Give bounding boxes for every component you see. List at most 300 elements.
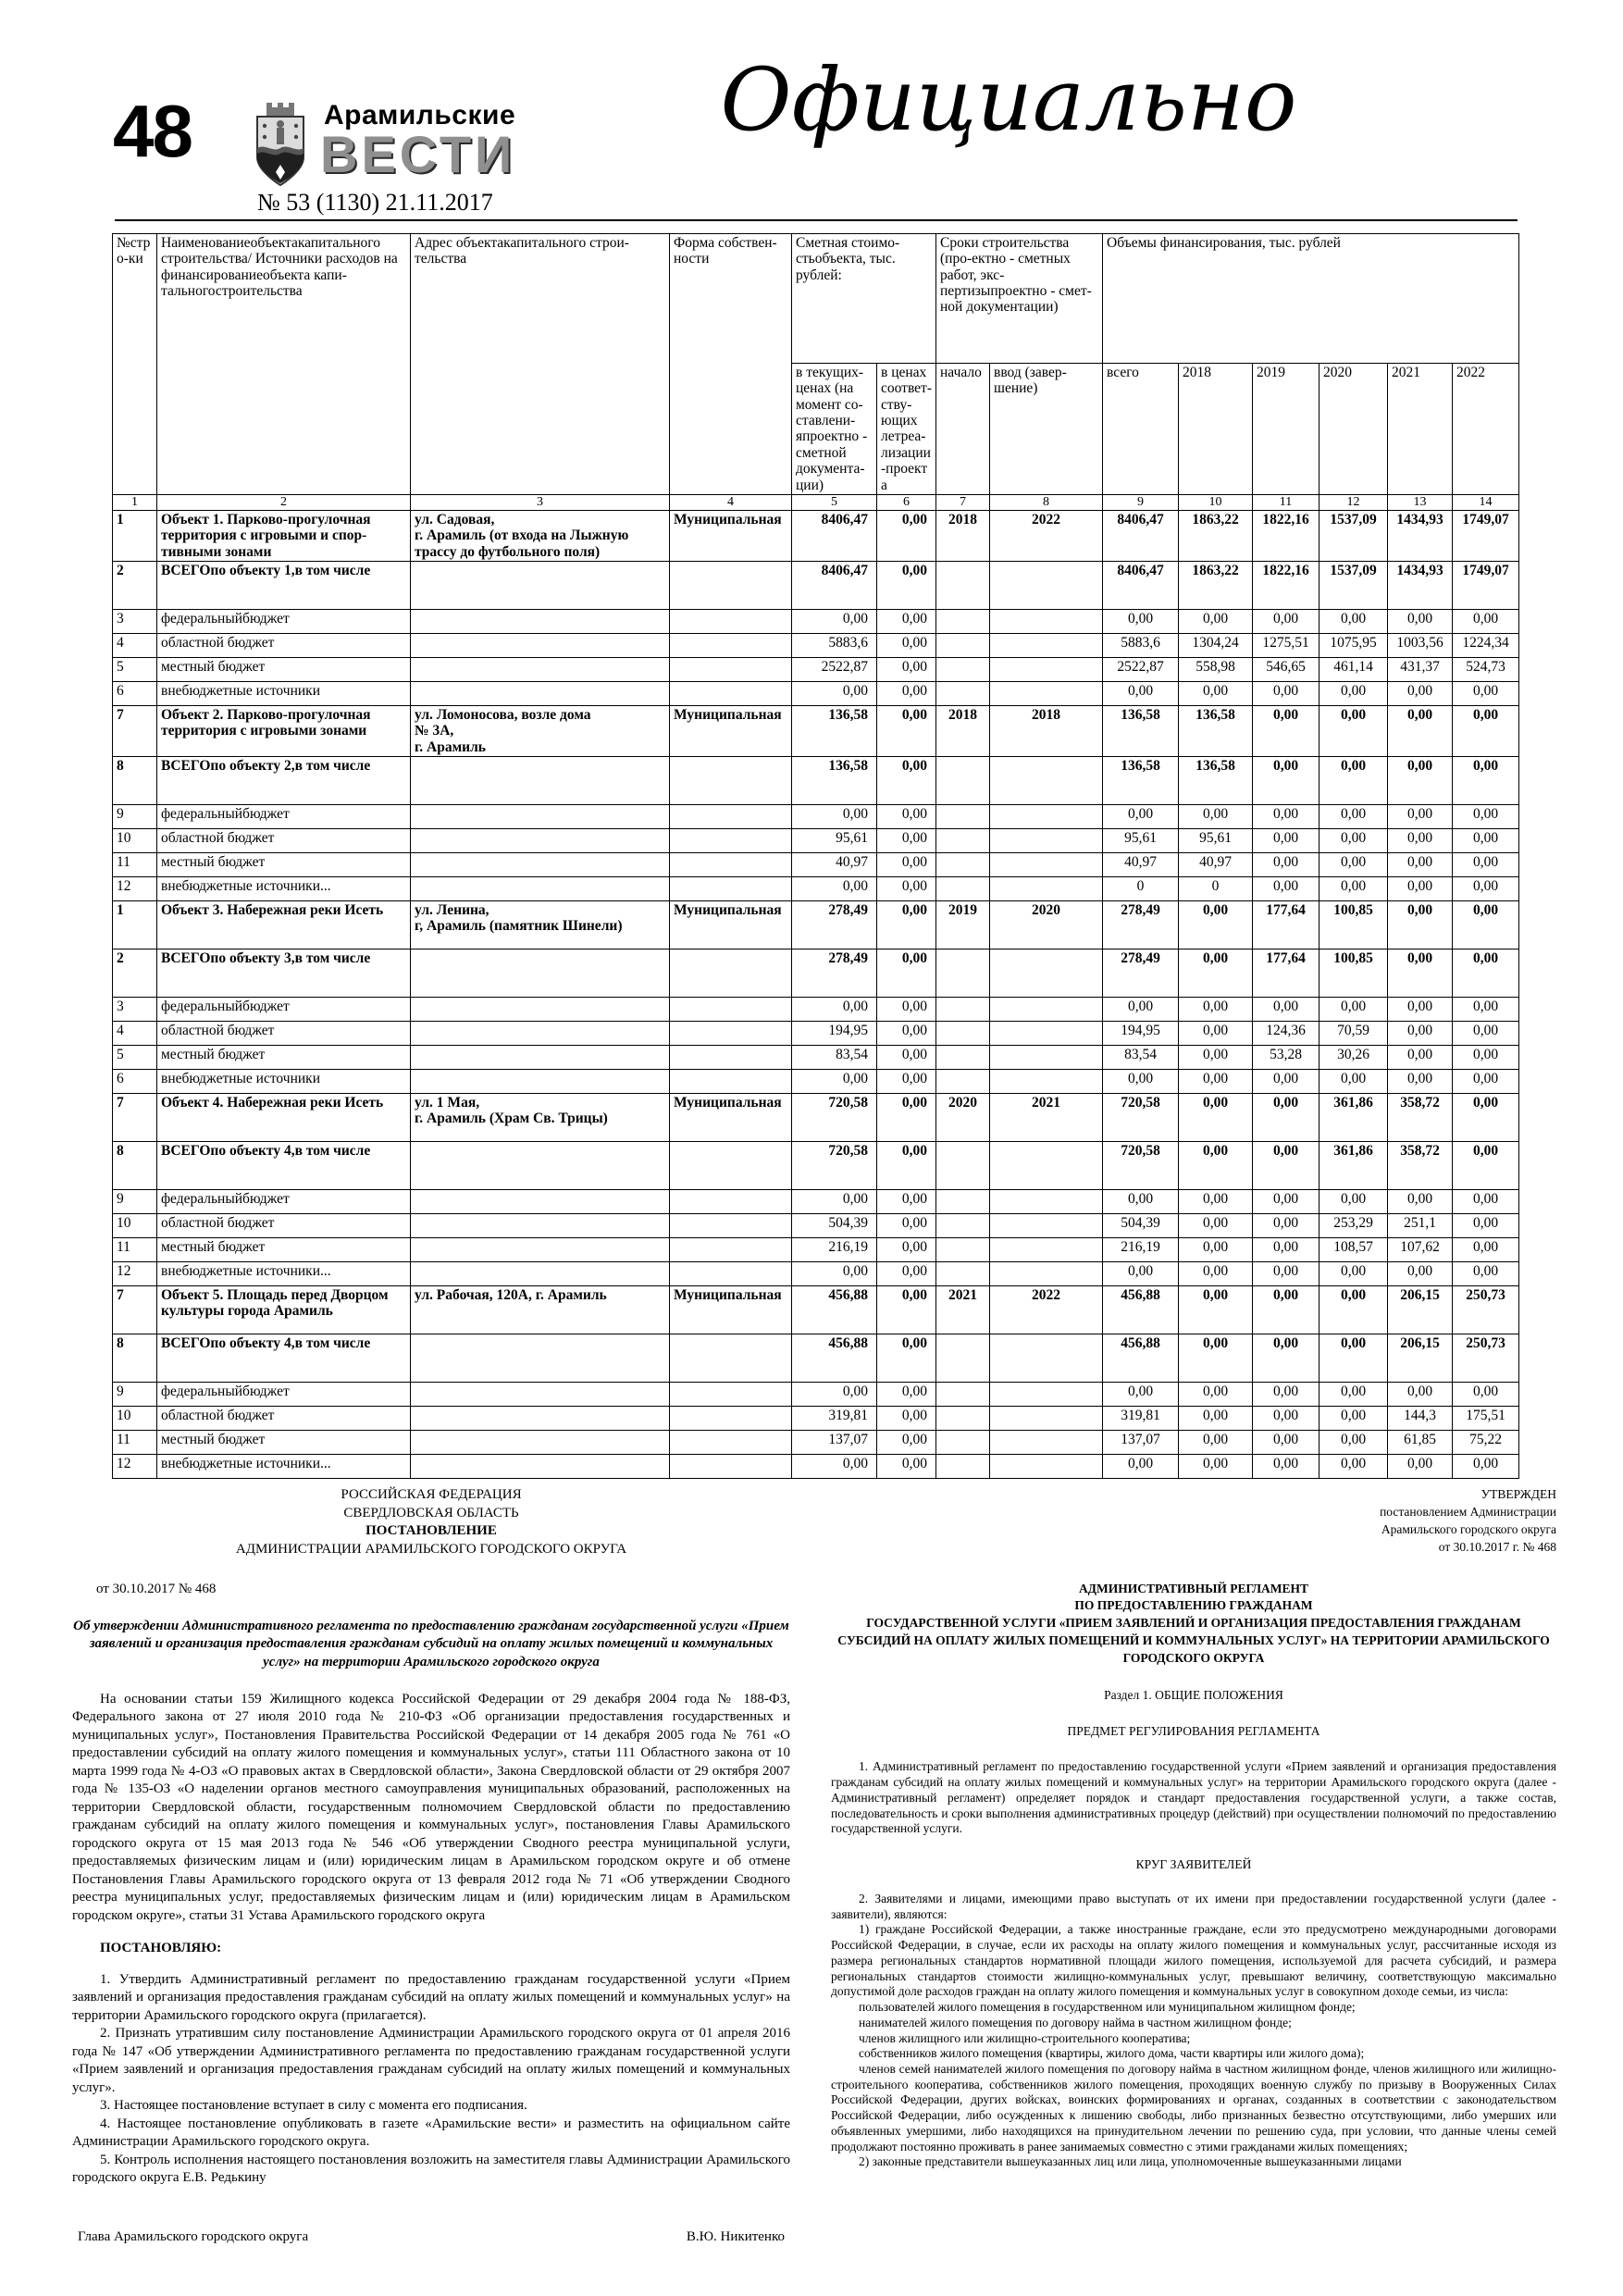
table-cell	[936, 1046, 990, 1070]
table-cell: 558,98	[1179, 657, 1253, 681]
table-cell: 0,00	[877, 705, 936, 756]
table-cell: 0,00	[1253, 1238, 1319, 1262]
table-cell: 0,00	[877, 1286, 936, 1334]
decree-items	[72, 1971, 790, 2188]
table-cell: федеральныйбюджет	[157, 1383, 411, 1407]
table-cell: 0,00	[1179, 1383, 1253, 1407]
table-cell: 0,00	[1388, 949, 1453, 998]
table-cell: 30,26	[1319, 1046, 1388, 1070]
table-cell	[936, 1214, 990, 1238]
table-cell: 0,00	[1179, 1142, 1253, 1190]
table-cell: 0,00	[877, 681, 936, 705]
table-cell: 0,00	[1388, 853, 1453, 877]
table-cell: 0,00	[1453, 829, 1519, 853]
table-cell: 1224,34	[1453, 633, 1519, 657]
table-cell: 0,00	[1179, 1407, 1253, 1431]
table-cell: 2020	[936, 1094, 990, 1142]
table-cell	[936, 1334, 990, 1383]
table-cell: 0,00	[1103, 998, 1179, 1022]
table-cell: 136,58	[1103, 757, 1179, 805]
table-cell: 0,00	[1179, 1238, 1253, 1262]
table-cell: 1822,16	[1253, 561, 1319, 609]
table-cell	[990, 998, 1103, 1022]
table-cell: 1	[113, 901, 157, 949]
header-year-2021: 2021	[1388, 364, 1453, 495]
table-cell: 95,61	[1179, 829, 1253, 853]
table-cell	[936, 1262, 990, 1286]
table-cell: 0,00	[1319, 1190, 1388, 1214]
table-cell: областной бюджет	[157, 1214, 411, 1238]
header-row-number: №стро-ки	[113, 234, 157, 495]
table-cell	[936, 1455, 990, 1479]
table-cell	[411, 998, 670, 1022]
table-cell: 0,00	[877, 1262, 936, 1286]
table-cell	[670, 853, 792, 877]
table-cell: 1537,09	[1319, 561, 1388, 609]
table-cell	[936, 1142, 990, 1190]
header-object-name: Наименованиеобъектакапитального строительства/ Источники расходов на финансированиеобъекта капи-тальногостроительства	[157, 234, 411, 495]
table-cell: 0,00	[1253, 1334, 1319, 1383]
table-cell	[990, 657, 1103, 681]
table-cell: Муниципальная	[670, 1094, 792, 1142]
table-cell	[670, 829, 792, 853]
table-cell: 108,57	[1319, 1238, 1388, 1262]
table-cell: 107,62	[1388, 1238, 1453, 1262]
table-cell	[990, 1455, 1103, 1479]
table-cell: 0,00	[877, 901, 936, 949]
section-title: Официально	[720, 50, 1297, 151]
table-cell	[670, 609, 792, 633]
table-cell: 1822,16	[1253, 510, 1319, 561]
table-cell: ул. Ленина, г, Арамиль (памятник Шинели)	[411, 901, 670, 949]
table-cell: 0,00	[1319, 681, 1388, 705]
table-cell	[670, 633, 792, 657]
table-cell: 136,58	[1179, 757, 1253, 805]
table-cell: внебюджетные источники...	[157, 1455, 411, 1479]
table-cell: 8	[113, 1334, 157, 1383]
signature-position: Глава Арамильского городского округа	[78, 2228, 309, 2244]
table-cell: 0,00	[877, 1455, 936, 1479]
table-cell: 0,00	[1179, 1455, 1253, 1479]
table-cell: 0	[1103, 877, 1179, 901]
table-cell: 0,00	[1388, 757, 1453, 805]
header-total: всего	[1103, 364, 1179, 495]
table-cell: 0,00	[877, 1214, 936, 1238]
table-cell	[990, 1407, 1103, 1431]
object-row	[113, 901, 1519, 949]
decree-item: 5. Контроль исполнения настоящего постановления возложить на заместителя главы Администрации Арамильского городского округа Е.В. Редькину	[72, 2152, 790, 2186]
table-cell	[670, 657, 792, 681]
regulation-paragraph: нанимателей жилого помещения по договору найма в частном жилищном фонде;	[859, 2015, 1292, 2029]
table-cell	[670, 1190, 792, 1214]
table-cell: 6	[113, 681, 157, 705]
table-cell	[411, 1238, 670, 1262]
table-cell: 10	[113, 1214, 157, 1238]
table-cell	[411, 1383, 670, 1407]
table-cell: внебюджетные источники	[157, 1070, 411, 1094]
table-cell: 10	[113, 829, 157, 853]
column-number: 9	[1103, 494, 1179, 510]
regulation-title	[831, 1581, 1556, 1668]
decree-item: 2. Признать утратившим силу постановление Администрации Арамильского городского округа от 01 апреля 2016 года № 147 «Об утверждении Административного регламента по предоставлению гражданам государственной услуги «Прием заявлений и организация предоставления гражданам субсидий на оплату жилых помещений и коммунальных услуг».	[72, 2026, 790, 2095]
table-cell: Объект 1. Парково-прогулочная территория с игровыми и спор-тивными зонами	[157, 510, 411, 561]
table-cell: 7	[113, 705, 157, 756]
column-number: 5	[792, 494, 877, 510]
table-cell: 0,00	[1253, 1407, 1319, 1431]
table-cell: 0,00	[1453, 877, 1519, 901]
table-cell	[990, 829, 1103, 853]
table-cell: Муниципальная	[670, 705, 792, 756]
table-cell: 11	[113, 1238, 157, 1262]
table-cell: 0,00	[1103, 1262, 1179, 1286]
table-cell: 546,65	[1253, 657, 1319, 681]
budget-row	[113, 1190, 1519, 1214]
table-cell	[936, 1431, 990, 1455]
budget-row	[113, 1046, 1519, 1070]
table-cell: 2522,87	[1103, 657, 1179, 681]
table-cell: 11	[113, 1431, 157, 1455]
table-cell: внебюджетные источники...	[157, 1262, 411, 1286]
table-cell	[990, 757, 1103, 805]
header-start: начало	[936, 364, 990, 495]
table-cell: 0,00	[1253, 1286, 1319, 1334]
table-cell: Муниципальная	[670, 510, 792, 561]
table-cell: 0,00	[877, 1022, 936, 1046]
column-numbers-row	[113, 494, 1519, 510]
table-cell: 0,00	[1388, 805, 1453, 829]
regulation-column	[831, 1486, 1556, 2246]
table-cell: 0,00	[1179, 1431, 1253, 1455]
table-cell: 8406,47	[792, 561, 877, 609]
approved-line: Арамильского городского округа	[1381, 1521, 1556, 1536]
table-cell: 0,00	[1253, 705, 1319, 756]
table-cell: 0,00	[1453, 1094, 1519, 1142]
budget-row	[113, 829, 1519, 853]
table-cell: 9	[113, 1383, 157, 1407]
table-cell	[936, 829, 990, 853]
column-number: 11	[1253, 494, 1319, 510]
table-cell: 0,00	[1179, 1190, 1253, 1214]
table-cell: Объект 3. Набережная реки Исеть	[157, 901, 411, 949]
table-cell: 0,00	[1253, 1262, 1319, 1286]
table-cell: 251,1	[1388, 1214, 1453, 1238]
table-cell	[990, 877, 1103, 901]
table-cell: 8	[113, 1142, 157, 1190]
table-cell: 0,00	[1179, 998, 1253, 1022]
table-cell: ВСЕГОпо объекту 4,в том числе	[157, 1334, 411, 1383]
table-cell: 0,00	[1179, 805, 1253, 829]
table-cell	[990, 1190, 1103, 1214]
table-cell: 5	[113, 1046, 157, 1070]
object-row	[113, 1094, 1519, 1142]
table-cell: 0,00	[1179, 1286, 1253, 1334]
table-cell: 0,00	[1388, 829, 1453, 853]
table-cell: 0,00	[1319, 998, 1388, 1022]
table-cell	[670, 757, 792, 805]
table-cell: 2018	[990, 705, 1103, 756]
table-cell: ул. Садовая, г. Арамиль (от входа на Лыжную трассу до футбольного поля)	[411, 510, 670, 561]
table-cell: 8406,47	[792, 510, 877, 561]
table-cell: 0,00	[1453, 1190, 1519, 1214]
regulation-subject-paragraph: 1. Административный регламент по предоставлению государственной услуги «Прием заявлений и организация предоставления гражданам субсидий на оплату жилых помещений и коммунальных услуг» на территории Арамильского городского округа (далее - Административный регламент) определяет порядок и стандарт предоставления государственной услуги, а также состав, последовательность и сроки выполнения административных процедур (действий) при осуществлении полномочий по предоставлению государственной услуги.	[831, 1759, 1556, 1836]
table-cell: 2020	[990, 901, 1103, 949]
table-cell: 0,00	[792, 1070, 877, 1094]
approved-line: УТВЕРЖДЕН	[1481, 1487, 1556, 1501]
table-cell: 0,00	[1453, 853, 1519, 877]
table-cell: 0,00	[1453, 1214, 1519, 1238]
table-cell: 0,00	[877, 609, 936, 633]
table-cell: 7	[113, 1094, 157, 1142]
table-cell: 0,00	[877, 1094, 936, 1142]
table-cell	[670, 1070, 792, 1094]
table-cell: 5883,6	[1103, 633, 1179, 657]
table-cell: 0,00	[877, 510, 936, 561]
table-cell: 0,00	[1319, 805, 1388, 829]
table-cell: 0,00	[1179, 901, 1253, 949]
table-cell: 0,00	[1453, 1383, 1519, 1407]
regulation-paragraph: собственников жилого помещения (квартиры, жилого дома, части квартиры или жилого дома);	[859, 2046, 1365, 2061]
page-number: 48	[113, 90, 192, 172]
table-cell: областной бюджет	[157, 633, 411, 657]
table-cell: 0,00	[1388, 1383, 1453, 1407]
table-cell: 0,00	[1319, 877, 1388, 901]
header-finish: ввод (завер-шение)	[990, 364, 1103, 495]
table-cell: 0,00	[1453, 1070, 1519, 1094]
table-cell: 0,00	[1253, 757, 1319, 805]
table-cell	[411, 609, 670, 633]
table-cell: 0,00	[1253, 1455, 1319, 1479]
table-cell: 0,00	[1453, 705, 1519, 756]
table-cell: 2021	[936, 1286, 990, 1334]
table-cell: 0,00	[792, 998, 877, 1022]
column-number: 13	[1388, 494, 1453, 510]
table-cell: 0,00	[1453, 1455, 1519, 1479]
table-cell: 0,00	[877, 1046, 936, 1070]
table-cell	[990, 1142, 1103, 1190]
table-cell	[936, 657, 990, 681]
regulation-paragraph: 1) граждане Российской Федерации, а также иностранные граждане, если это предусмотрено международными договорами Российской Федерации, в случае, если их расходы на оплату жилого помещения и коммунальных услуг, рассчитанные исходя из размера региональных стандартов нормативной площади жилого помещения, используемой для расчета субсидий, и размера региональных стандартов стоимости жилищно-коммунальных услуг, превышают величину, соответствующую максимально допустимой доле расходов граждан на оплату жилого помещения и коммунальных услуг в совокупном доходе семьи, из числа:	[831, 1922, 1556, 1999]
table-cell: федеральныйбюджет	[157, 609, 411, 633]
regulation-approved-block	[831, 1486, 1556, 1557]
table-cell: местный бюджет	[157, 1238, 411, 1262]
column-number: 10	[1179, 494, 1253, 510]
table-cell: 0,00	[1103, 1070, 1179, 1094]
regulation-title-line: ПО ПРЕДОСТАВЛЕНИЮ ГРАЖДАНАМ	[1074, 1598, 1313, 1613]
table-cell: 0,00	[877, 657, 936, 681]
coat-of-arms-icon	[252, 100, 309, 191]
table-cell: 250,73	[1453, 1334, 1519, 1383]
table-cell: Объект 2. Парково-прогулочная территория с игровыми зонами	[157, 705, 411, 756]
regulation-title-line: ГОСУДАРСТВЕННОЙ УСЛУГИ «ПРИЕМ ЗАЯВЛЕНИЙ И ОРГАНИЗАЦИЯ ПРЕДОСТАВЛЕНИЯ ГРАЖДАНАМ СУБСИДИЙ НА ОПЛАТУ ЖИЛЫХ ПОМЕЩЕНИЙ И КОММУНАЛЬНЫХ УСЛУГ» НА ТЕРРИТОРИИ АРАМИЛЬСКОГО ГОРОДСКОГО ОКРУГА	[837, 1616, 1550, 1666]
regulation-paragraph: пользователей жилого помещения в государственном или муниципальном жилищном фонде;	[859, 2000, 1356, 2015]
table-cell: 137,07	[792, 1431, 877, 1455]
table-cell	[411, 949, 670, 998]
table-cell: ул. Рабочая, 120А, г. Арамиль	[411, 1286, 670, 1334]
table-cell: 0,00	[1253, 681, 1319, 705]
table-cell: 0,00	[1103, 609, 1179, 633]
table-cell: 0,00	[1319, 1455, 1388, 1479]
table-cell: 1863,22	[1179, 561, 1253, 609]
decree-preamble: На основании статьи 159 Жилищного кодекса Российской Федерации от 29 декабря 2004 года № 188-ФЗ, Федерального закона от 27 июля 2010 года № 210-ФЗ «Об организации предоставления государственных и муниципальных услуг», Постановления Правительства Российской Федерации от 14 декабря 2005 года № 761 «О предоставлении субсидий на оплату жилого помещения и коммунальных услуг», статьи 111 Областного закона от 10 марта 1999 года № 4-ОЗ «О правовых актах в Свердловской области», Закона Свердловской области от 29 октября 2007 года № 135-ОЗ «О наделении органов местного самоуправления муниципальных образований, расположенных на территории Свердловской области, государственным полномочием Свердловской области по предоставлению гражданам субсидий на оплату жилого помещения и коммунальных услуг», постановления Главы Арамильского городского округа от 15 мая 2013 года № 546 «Об утверждении Сводного реестра муниципальной услуги, предоставляемых физическим лицам и (или) юридическим лицам в Арамильском городском округе и об отмене Постановления Главы Арамильского городского округа от 13 февраля 2012 года № 71 «Об утверждении Сводного реестра муниципальных услуг, предоставляемых физическим лицам и (или) юридическим лицам в Арамильском городском округе», статьи 31 Устава Арамильского городского округа	[72, 1691, 790, 1923]
decree-region: СВЕРДЛОВСКАЯ ОБЛАСТЬ	[343, 1505, 519, 1520]
table-cell	[936, 561, 990, 609]
table-cell: 1749,07	[1453, 510, 1519, 561]
table-cell: 720,58	[792, 1094, 877, 1142]
table-cell	[936, 1383, 990, 1407]
header-address: Адрес объектакапитального строи-тельства	[411, 234, 670, 495]
table-cell: 0,00	[1179, 1070, 1253, 1094]
column-number: 7	[936, 494, 990, 510]
table-cell: 206,15	[1388, 1286, 1453, 1334]
table-cell: 40,97	[792, 853, 877, 877]
table-cell: 278,49	[1103, 949, 1179, 998]
table-cell	[411, 1214, 670, 1238]
table-cell: 0,00	[1179, 1214, 1253, 1238]
table-cell: 504,39	[792, 1214, 877, 1238]
table-cell: 0,00	[1453, 1142, 1519, 1190]
table-cell: 0,00	[1253, 609, 1319, 633]
table-cell: 456,88	[1103, 1334, 1179, 1383]
budget-row	[113, 633, 1519, 657]
table-cell: 3	[113, 609, 157, 633]
table-cell	[990, 609, 1103, 633]
table-cell	[411, 1022, 670, 1046]
budget-row	[113, 1022, 1519, 1046]
table-cell: 1304,24	[1179, 633, 1253, 657]
table-cell: 0,00	[1319, 705, 1388, 756]
table-cell: 2022	[990, 510, 1103, 561]
table-cell: 0,00	[1388, 1455, 1453, 1479]
table-cell	[936, 853, 990, 877]
table-cell: 206,15	[1388, 1334, 1453, 1383]
signature-name: В.Ю. Никитенко	[686, 2228, 785, 2244]
object-row	[113, 1334, 1519, 1383]
table-cell	[411, 1334, 670, 1383]
table-cell: 0,00	[1179, 1334, 1253, 1383]
table-cell: местный бюджет	[157, 657, 411, 681]
column-number: 3	[411, 494, 670, 510]
table-cell	[990, 949, 1103, 998]
table-cell: 456,88	[792, 1334, 877, 1383]
masthead-title-big: ВЕСТИ	[320, 125, 516, 183]
table-cell: Муниципальная	[670, 1286, 792, 1334]
table-cell: 0,00	[1253, 1431, 1319, 1455]
table-cell	[411, 657, 670, 681]
table-cell	[936, 805, 990, 829]
table-cell: 177,64	[1253, 949, 1319, 998]
table-cell: 0,00	[1179, 681, 1253, 705]
table-cell: 361,86	[1319, 1094, 1388, 1142]
table-cell: 0,00	[1388, 998, 1453, 1022]
table-cell: 0,00	[1253, 1094, 1319, 1142]
table-cell: 0,00	[877, 1142, 936, 1190]
table-cell: 0,00	[1319, 1407, 1388, 1431]
table-cell	[670, 1262, 792, 1286]
table-cell	[411, 1046, 670, 1070]
table-cell: 95,61	[1103, 829, 1179, 853]
issue-number: № 53 (1130) 21.11.2017	[257, 189, 493, 216]
table-cell	[411, 1190, 670, 1214]
table-cell: 0,00	[1319, 1431, 1388, 1455]
table-cell	[936, 1190, 990, 1214]
table-cell	[411, 757, 670, 805]
object-row	[113, 1286, 1519, 1334]
table-cell	[670, 1431, 792, 1455]
budget-row	[113, 1383, 1519, 1407]
decree-date-number: от 30.10.2017 № 468	[96, 1582, 217, 1596]
table-cell	[411, 561, 670, 609]
table-cell	[411, 877, 670, 901]
table-cell: 0,00	[877, 805, 936, 829]
table-cell	[990, 1334, 1103, 1383]
table-cell: 0,00	[1319, 1070, 1388, 1094]
object-row	[113, 1142, 1519, 1190]
table-cell: ВСЕГОпо объекту 3,в том числе	[157, 949, 411, 998]
table-cell: 720,58	[1103, 1094, 1179, 1142]
signature-row	[72, 2228, 790, 2247]
table-cell: 2019	[936, 901, 990, 949]
table-cell: 216,19	[1103, 1238, 1179, 1262]
regulation-paragraph: 2) законные представители вышеуказанных лиц или лица, уполномоченные вышеуказанными лицами	[859, 2154, 1402, 2169]
table-cell	[670, 998, 792, 1022]
table-cell: 0,00	[1388, 877, 1453, 901]
table-cell	[670, 1046, 792, 1070]
table-cell: местный бюджет	[157, 1431, 411, 1455]
table-cell: 0,00	[1388, 609, 1453, 633]
table-cell	[670, 681, 792, 705]
table-cell: 456,88	[1103, 1286, 1179, 1334]
table-cell	[990, 1238, 1103, 1262]
table-cell: 1434,93	[1388, 561, 1453, 609]
regulation-applicants-heading: КРУГ ЗАЯВИТЕЛЕЙ	[1135, 1857, 1252, 1872]
decree-item: 1. Утвердить Административный регламент по предоставлению гражданам государственной услуги «Прием заявлений и организация предоставления гражданам субсидий на оплату жилых помещений и коммунальных услуг» на территории Арамильского городского округа (прилагается).	[72, 1971, 790, 2023]
table-cell: ул. Ломоносова, возле дома № 3А, г. Арамиль	[411, 705, 670, 756]
table-cell	[670, 561, 792, 609]
table-cell	[936, 998, 990, 1022]
table-cell: 0,00	[1319, 1334, 1388, 1383]
table-cell	[411, 681, 670, 705]
table-cell	[936, 1238, 990, 1262]
table-cell: 0,00	[1103, 1190, 1179, 1214]
table-cell: областной бюджет	[157, 829, 411, 853]
table-cell: 524,73	[1453, 657, 1519, 681]
table-cell: 95,61	[792, 829, 877, 853]
table-cell: областной бюджет	[157, 1407, 411, 1431]
table-cell: 0,00	[1253, 805, 1319, 829]
table-cell: 0,00	[1319, 1383, 1388, 1407]
bottom-text-section	[72, 1486, 1556, 2246]
table-cell	[670, 1022, 792, 1046]
table-cell: 0,00	[1319, 609, 1388, 633]
regulation-section-heading: Раздел 1. ОБЩИЕ ПОЛОЖЕНИЯ	[1104, 1688, 1283, 1703]
table-cell: 0,00	[1253, 1383, 1319, 1407]
table-cell	[670, 1383, 792, 1407]
header-year-2018: 2018	[1179, 364, 1253, 495]
table-cell: 319,81	[792, 1407, 877, 1431]
table-cell	[411, 633, 670, 657]
table-cell	[411, 1407, 670, 1431]
object-row	[113, 949, 1519, 998]
table-cell: 0,00	[877, 1383, 936, 1407]
table-cell: 0	[1179, 877, 1253, 901]
budget-row	[113, 681, 1519, 705]
table-cell	[411, 1431, 670, 1455]
table-cell: 1075,95	[1319, 633, 1388, 657]
table-cell	[936, 1022, 990, 1046]
table-cell: 4	[113, 633, 157, 657]
table-cell	[411, 1070, 670, 1094]
table-cell: 124,36	[1253, 1022, 1319, 1046]
